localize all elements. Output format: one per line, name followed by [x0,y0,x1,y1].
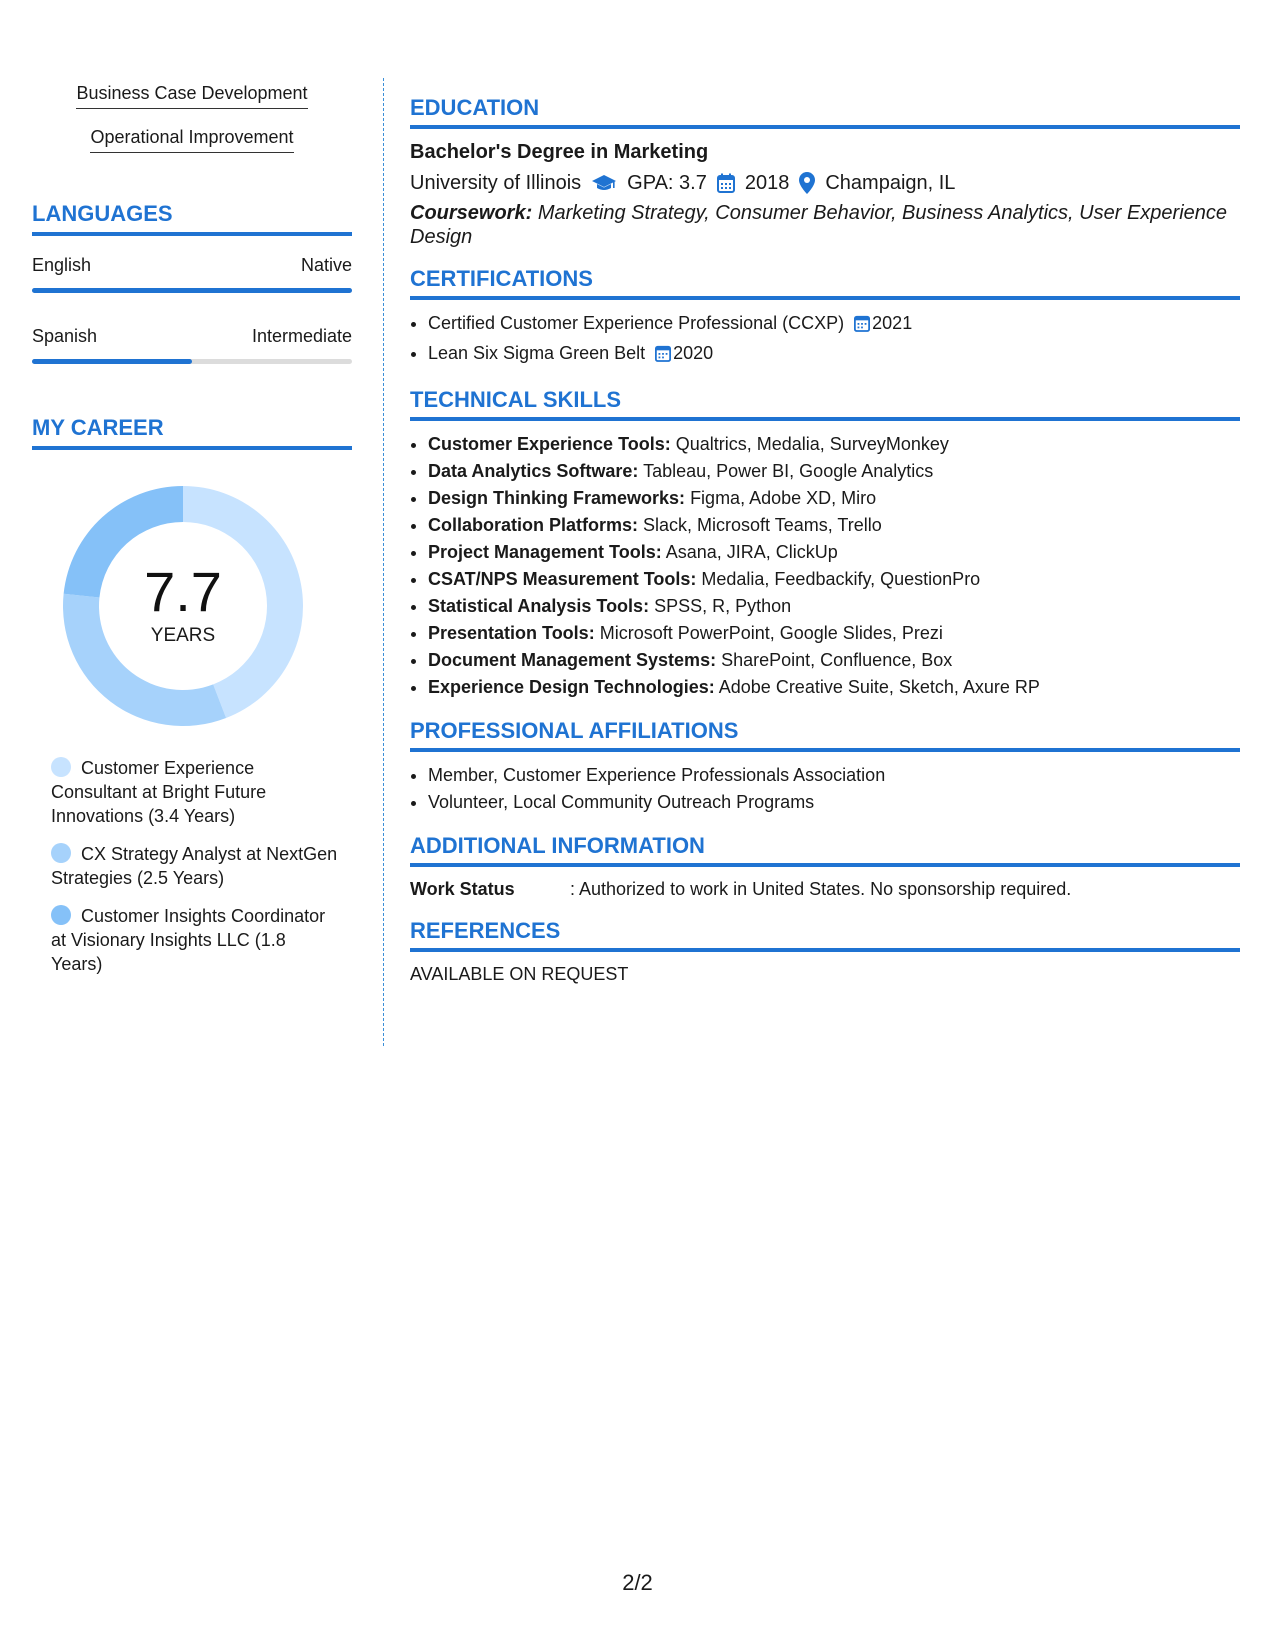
certification-name: Certified Customer Experience Professional (CCXP) [428,313,845,333]
coursework-label: Coursework: [410,202,533,224]
skill-category: Project Management Tools: [428,542,662,562]
skill-item [428,539,1240,566]
skill-values: SharePoint, Confluence, Box [721,650,953,670]
certification-item [428,310,1240,340]
language-bar-fill [32,359,192,364]
calendar-icon [655,343,671,370]
school-name: University of Illinois [410,172,582,194]
skill-item [428,485,1240,512]
skill-item [428,620,1240,647]
education-section [410,94,1240,249]
calendar-icon [717,173,735,193]
career-section [32,414,352,976]
certifications-section [410,265,1240,370]
skill-item [428,566,1240,593]
education-meta [410,169,1240,197]
certification-name: Lean Six Sigma Green Belt [428,343,646,363]
certification-year: 2020 [673,343,714,363]
skill-tags [32,82,352,170]
skill-tag: Operational Improvement [90,126,293,153]
calendar-icon [854,313,870,340]
legend-label: Customer Insights Coordinator at Visionary Insights LLC (1.8 Years) [51,906,326,974]
page-number: 2/2 [622,1570,653,1595]
education-title: EDUCATION [410,94,1240,129]
location-pin-icon [799,172,815,194]
skill-item [428,431,1240,458]
skill-category: Customer Experience Tools: [428,434,671,454]
skill-category: Data Analytics Software: [428,461,639,481]
skill-values: Medalia, Feedbackify, QuestionPro [701,569,981,589]
work-status-value: : Authorized to work in United States. No sponsorship required. [570,879,1072,899]
languages-section [32,200,352,364]
column-divider [383,78,384,1046]
legend-label: CX Strategy Analyst at NextGen Strategies (2.5 Years) [51,844,338,888]
coursework-list: Marketing Strategy, Consumer Behavior, Business Analytics, User Experience Design [410,202,1228,248]
language-level: Native [300,255,352,275]
additional-info-title: ADDITIONAL INFORMATION [410,832,1240,867]
skill-item [428,647,1240,674]
certification-item [428,340,1240,370]
degree: Bachelor's Degree in Marketing [410,141,709,163]
career-total-value: 7.7 [144,560,222,623]
work-status-row [410,877,1240,901]
skill-item [428,458,1240,485]
gpa: GPA: 3.7 [627,172,707,194]
work-status-label: Work Status [410,879,515,899]
references-section [410,917,1240,986]
language-name: Spanish [32,326,98,346]
legend-item [51,904,341,976]
language-name: English [32,255,92,275]
language-bar [32,359,352,364]
affiliations-title: PROFESSIONAL AFFILIATIONS [410,717,1240,752]
skill-category: Design Thinking Frameworks: [428,488,686,508]
references-text: AVAILABLE ON REQUEST [410,964,629,984]
school-location: Champaign, IL [825,172,956,194]
language-item [32,325,352,364]
technical-skills-title: TECHNICAL SKILLS [410,386,1240,421]
skill-values: Asana, JIRA, ClickUp [665,542,838,562]
career-total-unit: YEARS [150,625,216,646]
donut-center [63,486,303,726]
skill-values: Adobe Creative Suite, Sketch, Axure RP [718,677,1040,697]
additional-info-section [410,832,1240,901]
languages-title: LANGUAGES [32,200,352,236]
skill-item [428,512,1240,539]
legend-label: Customer Experience Consultant at Bright Future Innovations (3.4 Years) [51,758,267,826]
technical-skills-section [410,386,1240,701]
skill-category: CSAT/NPS Measurement Tools: [428,569,697,589]
coursework [410,201,1240,249]
career-donut-chart [63,486,303,726]
skill-category: Document Management Systems: [428,650,717,670]
language-item [32,254,352,293]
affiliations-section [410,717,1240,816]
left-column [32,82,352,990]
skill-values: Qualtrics, Medalia, SurveyMonkey [675,434,949,454]
technical-skills-list [410,431,1240,701]
certification-year: 2021 [872,313,913,333]
skill-values: Figma, Adobe XD, Miro [690,488,877,508]
skill-category: Experience Design Technologies: [428,677,715,697]
skill-values: Slack, Microsoft Teams, Trello [643,515,882,535]
legend-item [51,756,341,828]
legend-item [51,842,341,890]
career-title: MY CAREER [32,414,352,450]
skill-item [428,593,1240,620]
legend-dot [51,905,71,925]
skill-values: Microsoft PowerPoint, Google Slides, Prezi [599,623,943,643]
legend-dot [51,757,71,777]
affiliations-list [410,762,1240,816]
language-bar [32,288,352,293]
certifications-title: CERTIFICATIONS [410,265,1240,300]
language-level: Intermediate [251,326,352,346]
skill-values: Tableau, Power BI, Google Analytics [643,461,934,481]
skill-category: Collaboration Platforms: [428,515,639,535]
skill-category: Statistical Analysis Tools: [428,596,650,616]
skill-category: Presentation Tools: [428,623,595,643]
skill-tag: Business Case Development [76,82,307,109]
affiliation-item: • Member, Customer Experience Professionals Association [428,762,1240,789]
certifications-list [410,310,1240,370]
right-column [410,94,1240,1002]
graduation-year: 2018 [744,172,790,194]
skill-item [428,674,1240,701]
language-bar-fill [32,288,352,293]
graduation-cap-icon [591,173,617,193]
career-legend [51,756,341,976]
skill-values: SPSS, R, Python [654,596,792,616]
affiliation-item: • Volunteer, Local Community Outreach Programs [428,789,1240,816]
legend-dot [51,843,71,863]
references-title: REFERENCES [410,917,1240,952]
languages-list [32,254,352,364]
